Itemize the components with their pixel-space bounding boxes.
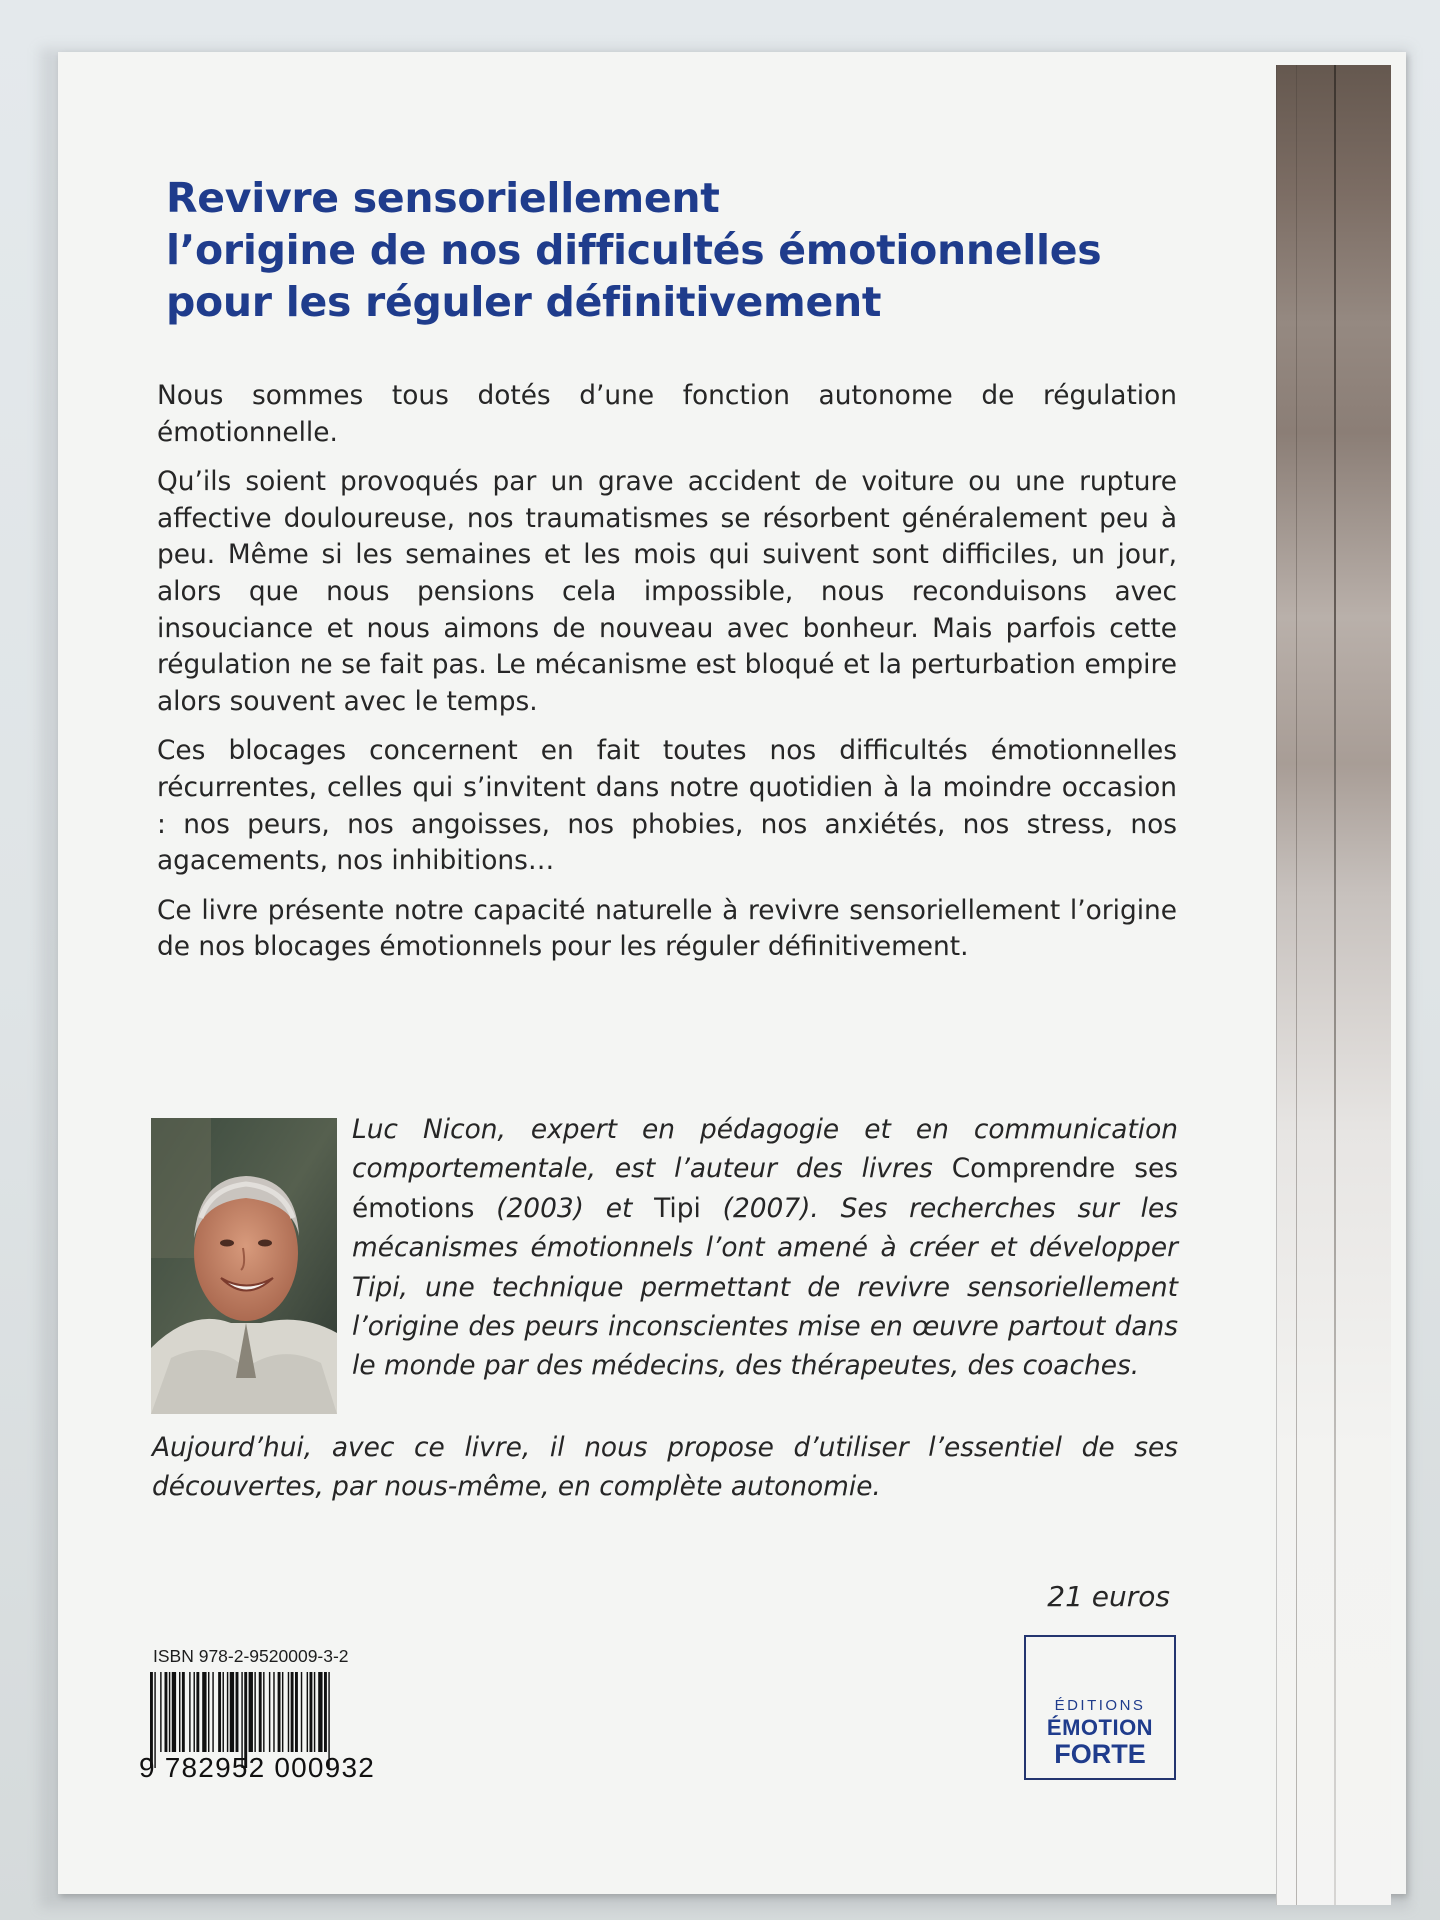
barcode-bar <box>189 1672 190 1752</box>
publisher-line-2: ÉMOTION <box>1046 1715 1154 1740</box>
barcode-bar <box>172 1672 176 1752</box>
barcode-bar <box>160 1672 161 1752</box>
isbn-label: ISBN 978-2-9520009-3-2 <box>153 1646 349 1666</box>
barcode-bar <box>165 1672 168 1752</box>
barcode-bar <box>301 1672 302 1752</box>
barcode-bar <box>273 1672 274 1752</box>
barcode-bar <box>310 1672 313 1752</box>
barcode-bar <box>291 1672 294 1752</box>
barcode-bar <box>314 1672 315 1752</box>
barcode-bar <box>182 1672 185 1752</box>
barcode-bar <box>227 1672 228 1752</box>
headline-line-1: Revivre sensoriellement <box>166 174 720 222</box>
barcode-bar <box>223 1672 224 1752</box>
barcode-bar <box>212 1672 213 1752</box>
barcode-bar <box>318 1672 322 1752</box>
barcode-bar <box>194 1672 195 1752</box>
blurb-paragraph-2: Qu’ils soient provoqués par un grave accident de voiture ou une rupture affective douloureuse, nos traumatismes se résorbent généralement peu à peu. Même si les semaines et les mois qui suivent sont difficiles, un jour, alors que nous pensions cela impossible, nous reconduisons avec insouciance et nous aimons de nouveau avec bonheur. Mais parfois cette régulation ne se fait pas. Le mécanisme est bloqué et la perturbation empire alors souvent avec le temps. <box>157 466 1177 717</box>
barcode-bar <box>169 1672 170 1752</box>
barcode-bar <box>236 1672 239 1752</box>
author-bio-year-1: (2003) et <box>474 1192 655 1224</box>
barcode-digits: 9 782952 000932 <box>139 1752 375 1783</box>
book-title-1: Comprendre ses émotions <box>352 1153 1178 1224</box>
spine-edge <box>1296 65 1297 1905</box>
barcode-bar <box>218 1672 221 1752</box>
barcode-bar <box>288 1672 289 1752</box>
barcode-bar <box>179 1672 180 1752</box>
author-bio-continued: Aujourd’hui, avec ce livre, il nous propose d’utiliser l’essentiel de ses découvertes, par nous-même, en complète autonomie. <box>152 1432 1178 1503</box>
barcode-bar <box>324 1672 327 1752</box>
headline <box>166 172 1176 328</box>
barcode-bar <box>307 1672 308 1752</box>
blurb-paragraph-1: Nous sommes tous dotés d’une fonction autonome de régulation émotionnelle. <box>157 380 1177 448</box>
book-title-2: Tipi <box>654 1192 701 1224</box>
barcode-bar <box>254 1672 255 1752</box>
barcode-bar <box>269 1672 270 1752</box>
barcode-bar <box>196 1672 199 1752</box>
barcode-bar <box>282 1672 283 1752</box>
author-bio-research: (2007). Ses recherches sur les mécanismes émotionnels l’ont amené à créer et développer Tipi, une technique permettant de revivre sensoriellement l’origine des peurs inconscientes mise en œuvre partout dans le monde par des médecins, des thérapeutes, des coaches. <box>352 1192 1178 1382</box>
author-photo <box>151 1118 337 1414</box>
barcode-bar <box>278 1672 281 1752</box>
blurb-paragraph-3: Ces blocages concernent en fait toutes nos difficultés émotionnelles récurrentes, celles qui s’invitent dans notre quotidien à la moindre occasion : nos peurs, nos angoisses, nos phobies, nos anxiétés, nos stress, nos agacements, nos inhibitions… <box>157 735 1177 877</box>
spine-line <box>1334 65 1336 1905</box>
barcode-bar <box>230 1672 234 1752</box>
barcode-bar <box>259 1672 262 1752</box>
publisher-line-1: ÉDITIONS <box>1054 1697 1146 1714</box>
blurb-paragraph-4: Ce livre présente notre capacité naturelle à revivre sensoriellement l’origine de nos blocages émotionnels pour les réguler définitivement. <box>157 894 1177 963</box>
blurb <box>157 378 1177 979</box>
barcode-bar <box>263 1672 264 1752</box>
author-bio <box>352 1110 1178 1386</box>
barcode-bar <box>202 1672 206 1752</box>
barcode-bar <box>295 1672 298 1752</box>
publisher-line-3: FORTE <box>1054 1739 1146 1769</box>
publisher-logo <box>1024 1635 1176 1780</box>
headline-line-3: pour les réguler définitivement <box>166 278 882 326</box>
barcode-bar <box>249 1672 253 1752</box>
price: 21 euros <box>1047 1580 1170 1613</box>
headline-line-2: l’origine de nos difficultés émotionnelles <box>166 226 1102 274</box>
barcode-bar <box>208 1672 209 1752</box>
author-bio-intro: Luc Nicon, expert en pédagogie et en communication comportementale, est l’auteur des livres <box>352 1114 1178 1185</box>
